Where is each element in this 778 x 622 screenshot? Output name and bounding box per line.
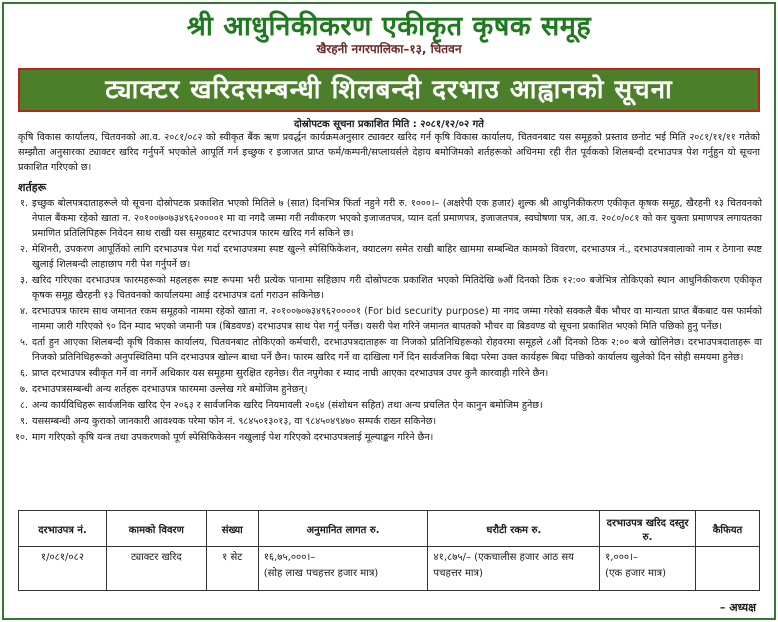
term-item (14, 242, 762, 272)
organization-address: खैरहनी नगरपालिका–१३, चितवन (316, 42, 462, 56)
term-item (14, 335, 762, 365)
table-header-row (19, 511, 760, 547)
term-text: माग गरिएको कृषि यन्त्र तथा उपकरणको पूर्ण स्पेसिफिकेसन नखुलाई पेश गरिएको दरभाउपत्रलाई मूल्याङ्कन गरिने छैन। (32, 432, 434, 443)
header-work-description: कामको विवरण (106, 511, 206, 547)
term-number: १०. (14, 432, 28, 443)
term-item (14, 196, 762, 241)
term-text: इच्छुक बोलपत्रदाताहरूले यो सूचना दोस्रोपटक प्रकाशित भएको मितिले ७ (सात) दिनभित्र फिर्ता नहुने गरी रु. १०००।– (अक्षरेपी एक हजार) शुल्क श्री आधुनिकीकरण एकीकृत कृषक समूह, खैरहनी १३ चितवनको नेपाल बैंकमा रहेको खाता न. २०१००७०७३४९६२००००१ मा वा नगदै जम्मा गरी नवीकरण भएको इजाजतपत्र, प्यान दर्ता प्रमाणपत्र, इजाजतपत्र, स्वघोषणा पत्र, आ.व. २०८०/०८१ को कर चुक्ता प्रमाणपत्र लगायतका प्रमाणित प्रतिलिपिहरू निवेदन साथ राखी यस समूहबाट दरभाउपत्र फारम खरिद गर्न सकिने छ। (32, 198, 762, 239)
term-text: खरिद गरिएका दरभाउपत्र फारमहरूको महलहरू स्पष्ट रूपमा भरी प्रत्येक पानामा सहिछाप गरी दोस्रोपटक प्रकाशित भएको मितिदेखि ७औं दिनको ठिक १२:०० बजेभित्र तोकिएको स्थान आधुनिकीकरण एकीकृत कृषक समूह खैरहनी १३ चितवनको कार्यालयमा आई दरभाउपत्र दर्ता गराउन सकिनेछ। (32, 275, 762, 301)
term-item (14, 382, 762, 397)
term-text: दरभाउपत्रसम्बन्धी अन्य शर्तहरू दरभाउपत्र फारममा उल्लेख गरे बमोजिम हुनेछन्। (32, 384, 308, 395)
term-text: दरभाउपत्र फारम साथ जमानत रकम समूहको नाममा रहेको खाता न. २०१००७०७३४९६२००००१ (For bid security purpose) मा नगद जम्मा गरेको सक्कलै बैंक भौचर वा मान्यता प्राप्त बैंकबाट यस फार्मको नाममा जारी गरिएको ९० दिन म्याद भएको जमानी पत्र (बिडवण्ड) दरभाउपत्र साथ पेश गर्नु पर्नेछ। यसरी पेश गरिने जमानत बापतको भौचर वा बिडवण्ड यो सूचना प्रकाशित भएको मिति पछिको हुनु पर्नेछ। (32, 306, 762, 332)
header-quantity: संख्या (206, 511, 258, 547)
header-remarks: कैफियत (696, 511, 760, 547)
cell-bid-number: १/०८१/०८२ (19, 547, 107, 591)
cell-work-description: ट्याक्टर खरिद (106, 547, 206, 591)
cell-security-deposit (428, 547, 600, 591)
estimated-cost-words: (सोह लाख पचहत्तर हजार मात्र) (263, 568, 379, 579)
term-text: दर्ता हुन आएका शिलबन्दी कृषि विकास कार्यालय, चितवनबाट तोकिएको कर्मचारी, दरभाउपत्रदाताहरू वा निजको प्रतिनिधिहरूको रोहवरमा समूहले ८औं दिनको ठिक २:०० बजे खोलिनेछ। दरभाउपत्रदाताहरू वा निजको प्रतिनिधिहरूको अनुपस्थितिमा पनि दरभाउपत्र खोल्न बाधा पर्ने छैन। फारम खरिद गर्ने वा दाखिला गर्ने दिन सार्वजनिक बिदा परेमा उक्त कार्यहरू बिदा पछिको कार्यालय खुलेको दिन सोही समयमा हुनेछ। (32, 337, 762, 363)
estimated-cost-amount: १६,७५,०००।– (263, 552, 316, 563)
deposit-amount: ४१,८७५/– (433, 552, 471, 563)
term-number: ५. (19, 337, 28, 348)
notice-title: ट्याक्टर खरिदसम्बन्धी शिलबन्दी दरभाउ आह्वानको सूचना (105, 75, 673, 105)
term-number: ७. (19, 384, 28, 395)
term-item (14, 430, 762, 445)
header-security-deposit: धरौटी रकम रु. (428, 511, 600, 547)
header-estimated-cost: अनुमानित लागत रु. (258, 511, 428, 547)
term-item (14, 366, 762, 381)
fee-words: (एक हजार मात्र) (605, 568, 666, 579)
fee-amount: १,०००।– (605, 552, 638, 563)
cell-remarks (696, 547, 760, 591)
publication-date: दोस्रोपटक सूचना प्रकाशित मिति : २०८१/१२/०२ गते (293, 119, 485, 130)
term-number: ४. (19, 306, 28, 317)
chairperson-signoff: – अध्यक्ष (719, 601, 756, 614)
term-text: यससम्बन्धी अन्य कुराको जानकारी आवश्यक परेमा फोन नं. ९८४५०१३०१३, वा ९८४५०४९४७० सम्पर्क राख्न सकिनेछ। (32, 416, 437, 427)
intro-paragraph: कृषि विकास कार्यालय, चितवनको आ.व. २०८१/०८२ को स्वीकृत बैंक ऋण प्रवर्द्धन कार्यक्रमअनुसार ट्याक्टर खरिद गर्न कृषि विकास कार्यालय, चितवनबाट यस समूहको प्रस्ताव छनोट भई मिति २०८१/११/११ गतेको सम्झौता अनुसारका ट्याक्टर खरिद गर्नुपर्ने भएकोले आपूर्ति गर्न इच्छुक र इजाजत प्राप्त फर्म/कम्पनी/सप्लायर्सले देहाय बमोजिमको शर्तहरूको अधिनमा रही रीत पूर्वकको शिलबन्दी दरभाउपत्र पेश गर्नुहुन यो सूचना प्रकाशित गरिएको छ। (18, 132, 760, 173)
term-item (14, 414, 762, 429)
cell-quantity: १ सेट (206, 547, 258, 591)
bid-details-table (18, 510, 760, 591)
term-text: प्राप्त दरभाउपत्र स्वीकृत गर्ने वा नगर्ने अधिकार यस समूहमा सुरक्षित रहनेछ। रीत नपुगेका र म्याद नाघी आएका दरभाउपत्र उपर कुनै कारवाही गरिने छैन। (32, 368, 549, 379)
term-number: ९. (19, 416, 28, 427)
terms-heading: शर्तहरू (18, 181, 47, 194)
header-bid-number: दरभाउपत्र नं. (19, 511, 107, 547)
term-number: ६. (19, 368, 28, 379)
term-item (14, 273, 762, 303)
term-item (14, 304, 762, 334)
term-text: मेशिनरी, उपकरण आपूर्तिको लागि दरभाउपत्र पेश गर्दा दरभाउपत्रमा स्पष्ट खुल्ने स्पेसिफिकेशन, क्याटलग समेत राखी बाहिर खाममा सम्बन्धित कामको विवरण, दरभाउपत्र नं., दरभाउपत्रवालाको नाम र ठेगाना स्पष्ट खुलाई शिलबन्दी लाहाछाप गरी पेश गर्नुपर्ने छ। (32, 244, 762, 270)
header-bid-fee: दरभाउपत्र खरिद दस्तुर रु. (600, 511, 696, 547)
term-number: ३. (19, 275, 28, 286)
deposit-words: (एकचालीस हजार आठ सय पचहत्तर मात्र) (433, 552, 574, 579)
term-item (14, 398, 762, 413)
cell-bid-fee (600, 547, 696, 591)
term-number: २. (19, 244, 28, 255)
notice-title-banner (18, 68, 760, 112)
term-number: ८. (19, 400, 28, 411)
organization-name: श्री आधुनिकीकरण एकीकृत कृषक समूह (186, 11, 592, 42)
terms-list (14, 196, 762, 446)
term-text: अन्य कार्यविधिहरू सार्वजनिक खरिद ऐन २०६३ र सार्वजनिक खरिद नियमावली २०६४ (संशोधन सहित) तथा अन्य प्रचलित ऐन कानुन बमोजिम हुनेछ। (32, 400, 543, 411)
cell-estimated-cost (258, 547, 428, 591)
table-row (19, 547, 760, 591)
term-number: १. (19, 198, 28, 209)
